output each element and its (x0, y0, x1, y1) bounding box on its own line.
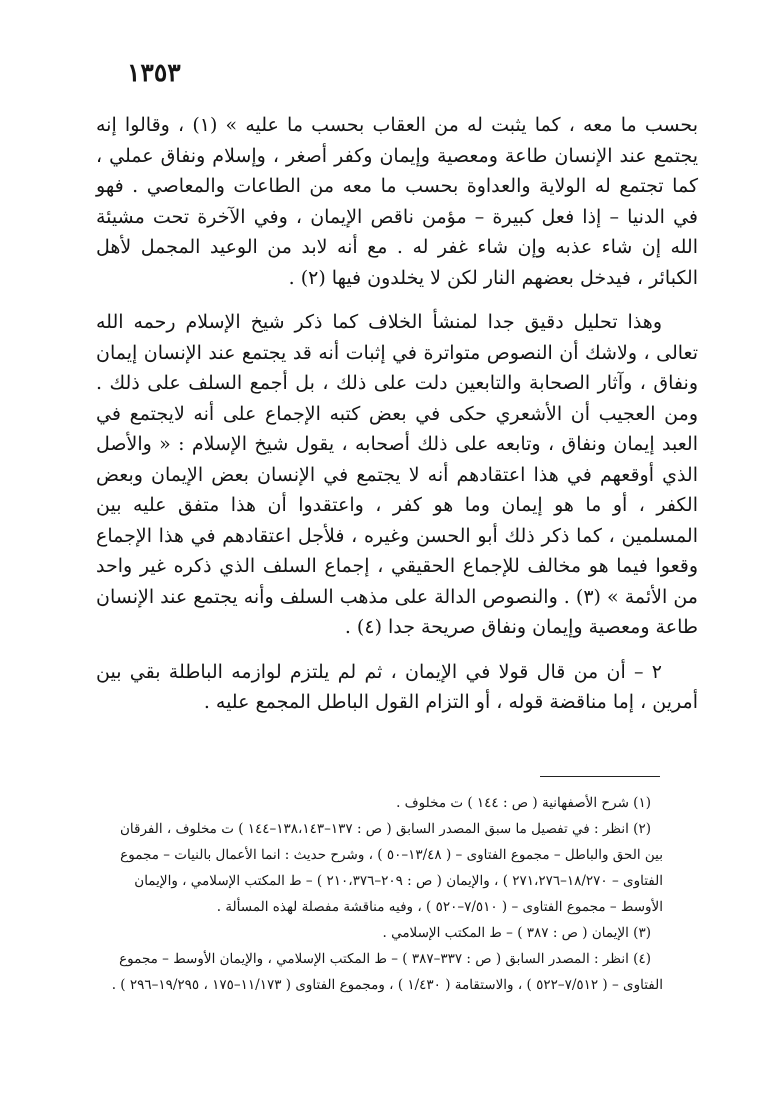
paragraph: ٢ – أن من قال قولا في الإيمان ، ثم لم يلتزم لوازمه الباطلة بقي بين أمرين ، إما مناقضة قوله ، أو التزام القول الباطل المجمع عليه . (96, 660, 698, 713)
footnote: (٢) انظر : في تفصيل ما سبق المصدر السابق ( ص : ١٣٧–١٣٨،١٤٣–١٤٤ ) ت مخلوف ، الفرقان بين الحق والباطل – مجموع الفتاوى – ( ١٣/٤٨–٥٠ ) ، وشرح حديث : انما الأعمال بالنيات – مجموع الفتاوى – ١٨/٢٧٠–٢٧١،٢٧٦ ) ، والإيمان ( ص : ٢٠٩–٢١٠،٣٧٦ ) – ط المكتب الإسلامي ، والإيمان الأوسط – مجموع الفتاوى – ( ٧/٥١٠–٥٢٠ ) ، وفيه مناقشة مفصلة لهذه المسألة . (119, 821, 663, 915)
footnotes (110, 790, 663, 998)
footnote: (٤) انظر : المصدر السابق ( ص : ٣٣٧–٣٨٧ ) – ط المكتب الإسلامي ، والإيمان الأوسط – مجموع الفتاوى – ( ٧/٥١٢–٥٢٢ ) ، والاستقامة ( ١/٤٣٠ ) ، ومجموع الفتاوى ( ١١/١٧٣–١٧٥ ، ١٩/٢٩٥–٢٩٦ ) . (111, 951, 663, 993)
paragraph: بحسب ما معه ، كما يثبت له من العقاب بحسب ما عليه » (١) ، وقالوا إنه يجتمع عند الإنسان طاعة ومعصية وإيمان وكفر أصغر ، وإسلام ونفاق عملي ، كما تجتمع له الولاية والعداوة بحسب ما معه من الطاعات والمعاصي . فهو في الدنيا – إذا فعل كبيرة – مؤمن ناقص الإيمان ، وفي الآخرة تحت مشيئة الله إن شاء عذبه وإن شاء غفر له . مع أنه لابد من الوعيد المجمل لأهل الكبائر ، فيدخل بعضهم النار لكن لا يخلدون فيها (٢) . (96, 114, 698, 289)
paragraph: وهذا تحليل دقيق جدا لمنشأ الخلاف كما ذكر شيخ الإسلام رحمه الله تعالى ، ولاشك أن النصوص متواترة في إثبات أنه قد يجتمع عند الإنسان إيمان ونفاق ، وآثار الصحابة والتابعين دلت على ذلك ، بل أجمع السلف على ذلك . ومن العجيب أن الأشعري حكى في بعض كتبه الإجماع على أنه لايجتمع في العبد إيمان ونفاق ، وتابعه على ذلك أصحابه ، يقول شيخ الإسلام : « والأصل الذي أوقعهم في هذا اعتقادهم أنه لا يجتمع في الإنسان بعض الإيمان وبعض الكفر ، أو ما هو إيمان وما هو كفر ، واعتقدوا أن هذا متفق عليه بين المسلمين ، كما ذكر ذلك أبو الحسن وغيره ، فلأجل اعتقادهم في هذا الإجماع وقعوا فيما هو مخالف للإجماع الحقيقي ، إجماع السلف الذي ذكره غير واحد من الأئمة » (٣) . والنصوص الدالة على مذهب السلف وأنه يجتمع عند الإنسان طاعة ومعصية وإيمان ونفاق صريحة جدا (٤) . (96, 311, 698, 638)
main-text (96, 110, 698, 732)
footnote-divider (540, 776, 660, 777)
footnote: (٣) الإيمان ( ص : ٣٨٧ ) – ط المكتب الإسلامي . (382, 925, 651, 941)
page-number: ١٣٥٣ (127, 58, 181, 87)
footnote: (١) شرح الأصفهانية ( ص : ١٤٤ ) ت مخلوف . (396, 795, 651, 811)
